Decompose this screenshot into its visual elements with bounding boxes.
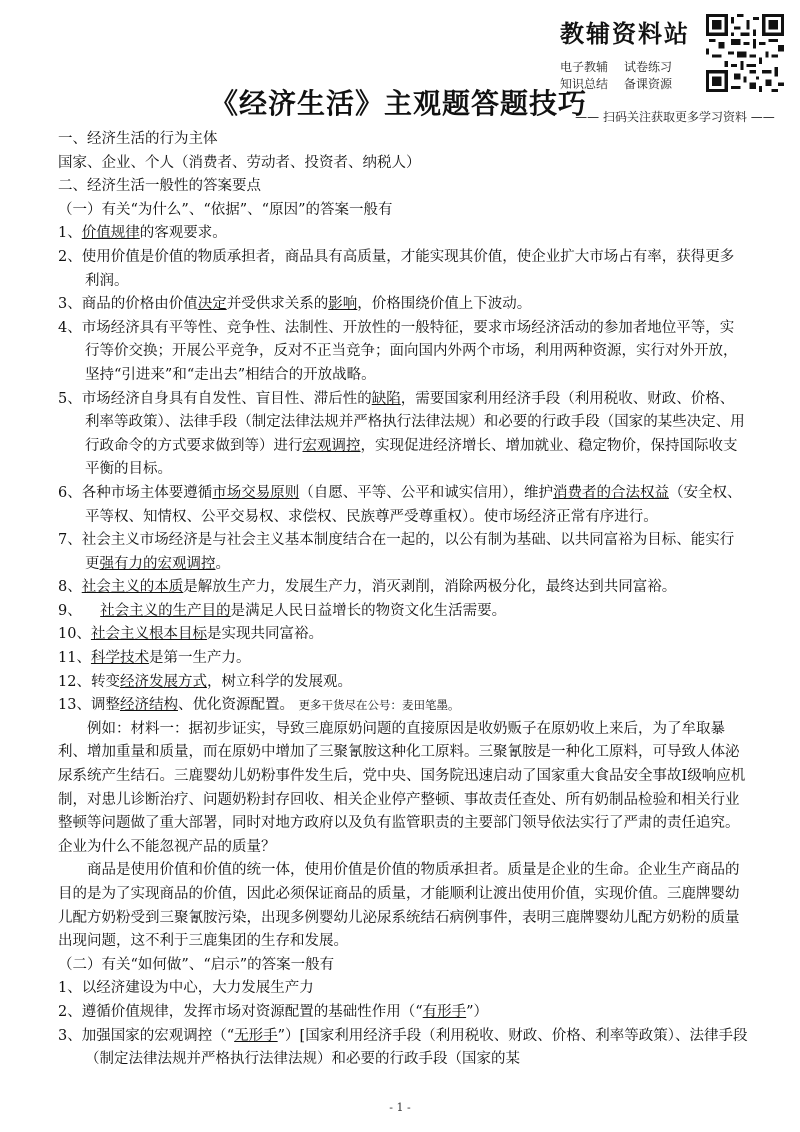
- example-paragraph: 例如：材料一：据初步证实，导致三鹿原奶问题的直接原因是收奶贩子在原奶收上来后，为了牟取暴利、增加重量和质量，而在原奶中增加了三聚氰胺这种化工原料。三聚氰胺是一种化工原料，可导致人体泌尿系统产生结石。三鹿婴幼儿奶粉事件发生后，党中央、国务院迅速启动了国家重大食品安全事故Ⅰ级响应机制，对患儿诊断治疗、问题奶粉封存回收、相关企业停产整顿、事故责任查处、所有奶制品检验和相关行业整顿等问题做了重大部署，同时对地方政府以及负有监管职责的主要部门领导依法实行了严肃的责任追究。: [58, 720, 746, 832]
- section-heading: 一、经济生活的行为主体: [58, 131, 218, 147]
- list-item: 6、各种市场主体要遵循市场交易原则（自愿、平等、公平和诚实信用），维护消费者的合法权益（安全权、平等权、知情权、公平交易权、求偿权、民族尊严受尊重权）。使市场经济正常有序进行。: [58, 484, 742, 525]
- page-title: 《经济生活》主观题答题技巧: [210, 87, 588, 120]
- list-item: 11、科学技术是第一生产力。: [58, 650, 251, 667]
- question: 企业为什么不能忽视产品的质量？: [58, 838, 276, 855]
- list-item: 1、价值规律的客观要求。: [58, 225, 227, 242]
- list-item: 2、使用价值是价值的物质承担者，商品具有高质量，才能实现其价值，使企业扩大市场占有率，获得更多利润。: [58, 248, 735, 289]
- list-item: 3、加强国家的宏观调控（“无形手”）[国家利用经济手段（利用税收、财政、价格、利率等政策）、法律手段（制定法律法规并严格执行法律法规）和必要的行政手段（国家的某: [58, 1027, 748, 1068]
- keyword: 消费者的合法权益: [552, 484, 669, 501]
- document-body: [58, 128, 748, 1072]
- keyword: 影响: [328, 296, 358, 313]
- keyword: 价值规律: [81, 225, 140, 242]
- brand-tag: 知识总结: [560, 77, 609, 91]
- list-item: 7、社会主义市场经济是与社会主义基本制度结合在一起的，以公有制为基础、以共同富裕为目标、能实行更强有力的宏观调控。: [58, 532, 735, 572]
- keyword: 无形手: [234, 1027, 278, 1044]
- keyword: 经济结构: [119, 697, 178, 714]
- keyword: 决定: [197, 296, 227, 313]
- keyword: 社会主义的本质: [81, 579, 184, 596]
- list-item: 10、社会主义根本目标是实现共同富裕。: [58, 626, 323, 643]
- brand-tag: 备课资源: [624, 77, 673, 91]
- list-item: 1、以经济建设为中心，大力发展生产力: [58, 980, 314, 997]
- list-item: 4、市场经济具有平等性、竞争性、法制性、开放性的一般特征，要求市场经济活动的参加者地位平等，实行等价交换；开展公平竞争，反对不正当竞争；面向国内外两个市场，利用两种资源，实行对外开放，坚持“引进来”和“走出去”相结合的开放战略。: [58, 319, 738, 383]
- answer-paragraph: 商品是使用价值和价值的统一体，使用价值是价值的物质承担者。质量是企业的生命。企业生产商品的目的是为了实现商品的价值，因此必须保证商品的质量，才能顺利让渡出使用价值，实现价值。三鹿牌婴幼儿配方奶粉受到三聚氰胺污染，出现多例婴幼儿泌尿系统结石病例事件，表明三鹿牌婴幼儿配方奶粉的质量出现问题，这不利于三鹿集团的生存和发展。: [58, 862, 740, 950]
- keyword: 社会主义的生产目的: [100, 602, 231, 619]
- keyword: 缺陷: [371, 390, 401, 407]
- brand-title: 教辅资料站: [560, 20, 690, 48]
- list-item: 13、调整经济结构、优化资源配置。 更多干货尽在公号：麦田笔墨。: [58, 697, 460, 714]
- keyword: 宏观调控: [302, 437, 361, 454]
- keyword: 科学技术: [90, 650, 149, 667]
- promo-note: 更多干货尽在公号：麦田笔墨。: [298, 698, 460, 713]
- brand-tag: 电子教辅: [560, 60, 609, 74]
- qr-code-icon: [706, 14, 784, 92]
- list-item: 9、 社会主义的生产目的是满足人民日益增长的物资文化生活需要。: [58, 602, 507, 619]
- subsection-heading: （一）有关“为什么”、“依据”、“原因”的答案一般有: [58, 201, 393, 218]
- list-item: 3、商品的价格由价值决定并受供求关系的影响，价格围绕价值上下波动。: [58, 296, 532, 313]
- subsection-heading: （二）有关“如何做”、“启示”的答案一般有: [58, 956, 335, 973]
- brand-tag: 试卷练习: [624, 60, 673, 74]
- keyword: 社会主义根本目标: [90, 626, 207, 643]
- list-item: 2、遵循价值规律，发挥市场对资源配置的基础性作用（“有形手”）: [58, 1003, 489, 1020]
- list-item: 8、社会主义的本质是解放生产力，发展生产力，消灭剥削，消除两极分化，最终达到共同富裕。: [58, 579, 677, 596]
- page-number: - 1 -: [389, 1101, 411, 1114]
- qr-caption: —— 扫码关注获取更多学习资料 ——: [575, 110, 775, 124]
- keyword: 有形手: [422, 1003, 467, 1020]
- list-item: 12、转变经济发展方式，树立科学的发展观。: [58, 673, 352, 690]
- section-heading: 二、经济生活一般性的答案要点: [58, 178, 261, 195]
- list-item: 5、市场经济自身具有自发性、盲目性、滞后性的缺陷，需要国家利用经济手段（利用税收、财政、价格、利率等政策）、法律手段（制定法律法规并严格执行法律法规）和必要的行政手段（国家的某些决定、用行政命令的方式要求做到等）进行宏观调控，实现促进经济增长、增加就业、稳定物价，保持国际收支平衡的目标。: [58, 390, 745, 478]
- keyword: 强有力的宏观调控: [99, 555, 216, 572]
- paragraph: 国家、企业、个人（消费者、劳动者、投资者、纳税人）: [58, 154, 421, 171]
- keyword: 市场交易原则: [212, 484, 300, 501]
- keyword: 经济发展方式: [119, 673, 207, 690]
